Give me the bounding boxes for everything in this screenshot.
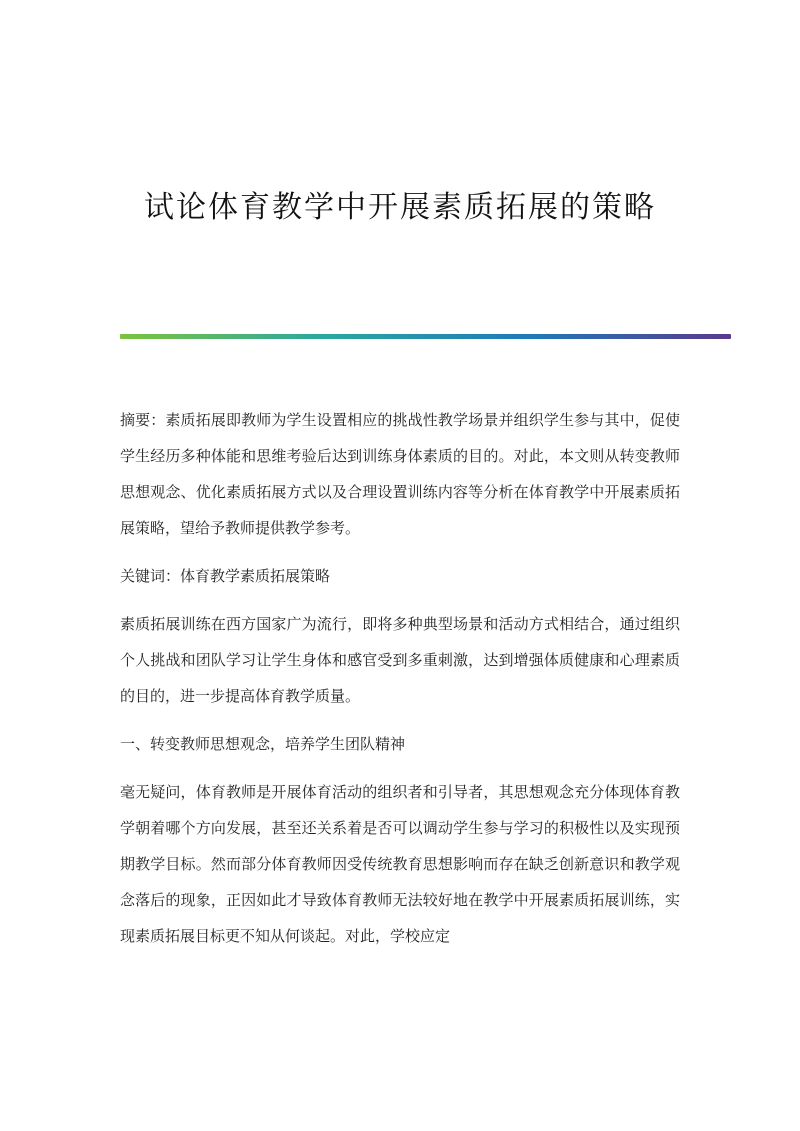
abstract-paragraph: 摘要：素质拓展即教师为学生设置相应的挑战性教学场景并组织学生参与其中，促使学生经历多种体能和思维考验后达到训练身体素质的目的。对此，本文则从转变教师思想观念、优化素质拓展方式以及合理设置训练内容等分析在体育教学中开展素质拓展策略，望给予教师提供教学参考。 [120, 411, 680, 537]
document-body [120, 402, 680, 966]
section-paragraph: 毫无疑问，体育教师是开展体育活动的组织者和引导者，其思想观念充分体现体育教学朝着哪个方向发展，甚至还关系着是否可以调动学生参与学习的积极性以及实现预期教学目标。然而部分体育教师因受传统教育思想影响而存在缺乏创新意识和教学观念落后的现象，正因如此才导致体育教师无法较好地在教学中开展素质拓展训练，实现素质拓展目标更不知从何谈起。对此，学校应定 [120, 783, 680, 945]
document-title: 试论体育教学中开展素质拓展的策略 [144, 190, 656, 225]
title-divider [120, 334, 731, 339]
section-heading: 一、转变教师思想观念，培养学生团队精神 [120, 735, 406, 753]
keywords-line: 关键词：体育教学素质拓展策略 [120, 567, 331, 585]
intro-paragraph: 素质拓展训练在西方国家广为流行，即将多种典型场景和活动方式相结合，通过组织个人挑战和团队学习让学生身体和感官受到多重刺激，达到增强体质健康和心理素质的目的，进一步提高体育教学质量。 [120, 615, 680, 705]
